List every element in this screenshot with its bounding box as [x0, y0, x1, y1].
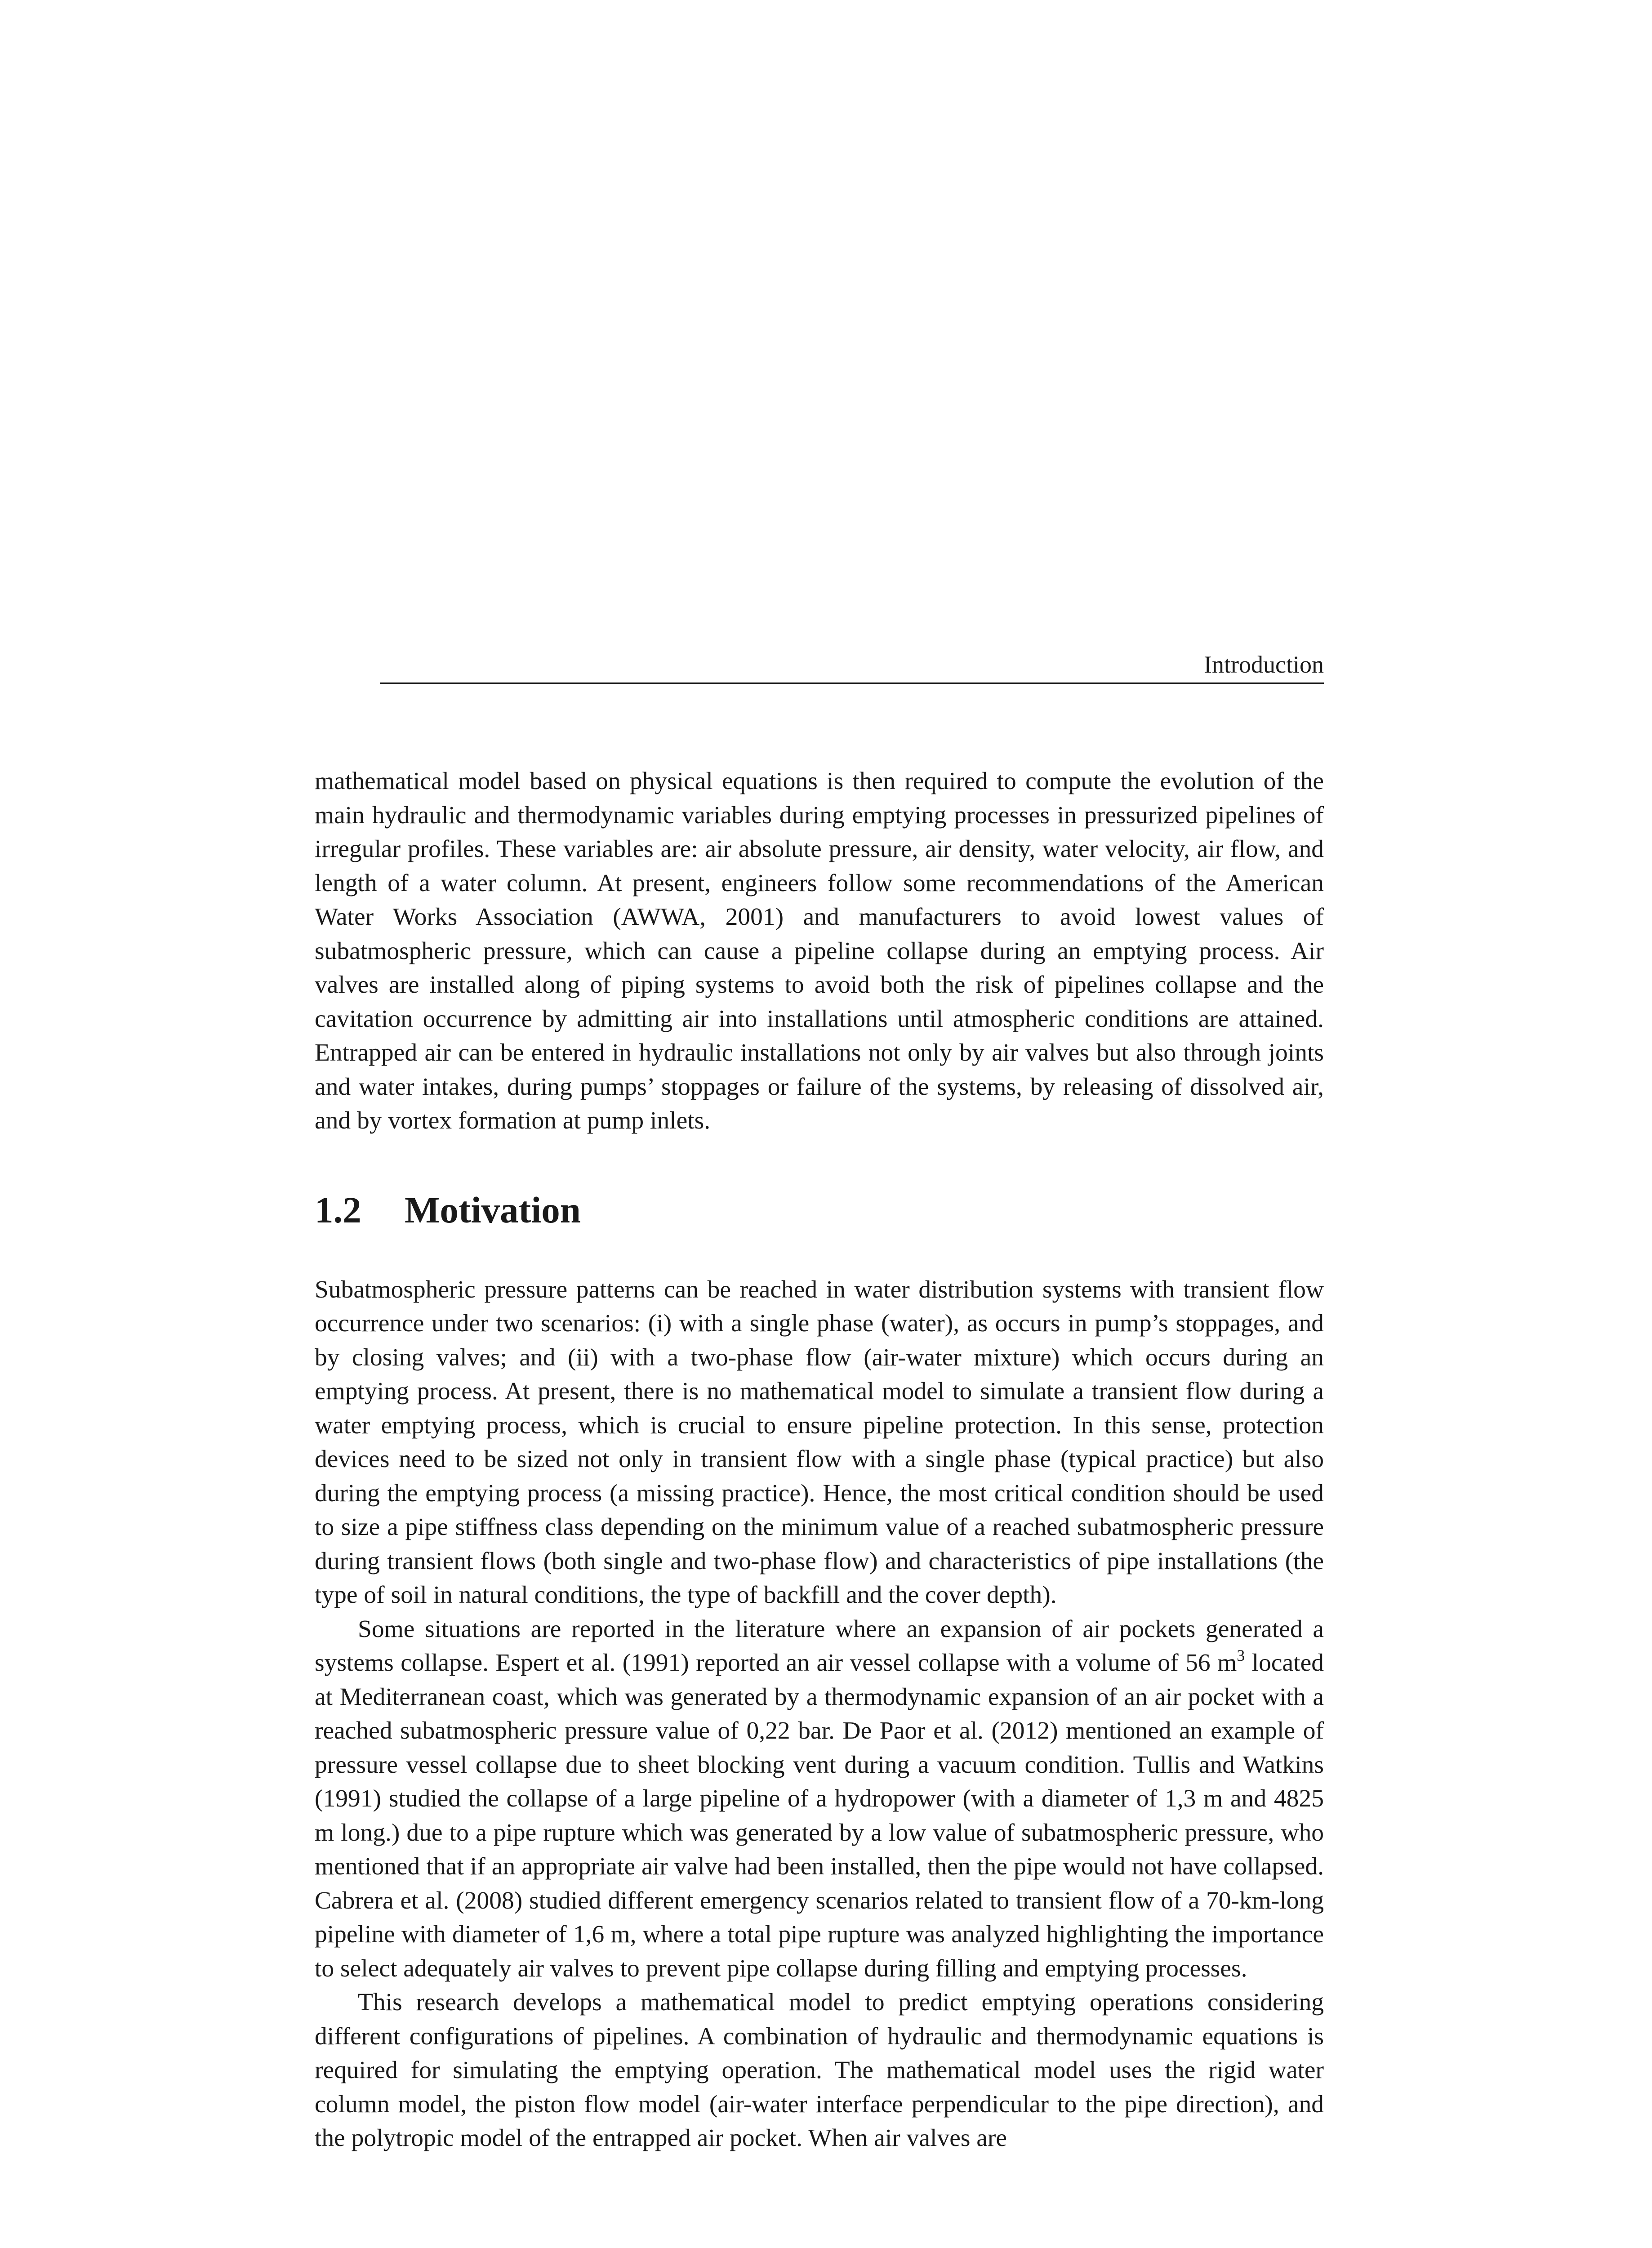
- intro-paragraph: mathematical model based on physical equations is then required to compute the evolution of the main hydraulic and thermodynamic variables during emptying processes in pressurized pipelines of irregular profiles. These variables are: air absolute pressure, air density, water velocity, air flow, and length of a water column. At present, engineers follow some recommendations of the American Water Works Association (AWWA, 2001) and manufacturers to avoid lowest values of subatmospheric pressure, which can cause a pipeline collapse during an emptying process. Air valves are installed along of piping systems to avoid both the risk of pipelines collapse and the cavitation occurrence by admitting air into installations until atmospheric conditions are attained. Entrapped air can be entered in hydraulic installations not only by air valves but also through joints and water intakes, during pumps’ stoppages or failure of the systems, by releasing of dissolved air, and by vortex formation at pump inlets.: [315, 767, 1324, 1134]
- running-header: [380, 651, 1324, 684]
- motivation-paragraph-1: Subatmospheric pressure patterns can be reached in water distribution systems with transient flow occurrence under two scenarios: (i) with a single phase (water), as occurs in pump’s stoppages, and by closing valves; and (ii) with a two-phase flow (air-water mixture) which occurs during an emptying process. At present, there is no mathematical model to simulate a transient flow during a water emptying process, which is crucial to ensure pipeline protection. In this sense, protection devices need to be sized not only in transient flow with a single phase (typical practice) but also during the emptying process (a missing practice). Hence, the most critical condition should be used to size a pipe stiffness class depending on the minimum value of a reached subatmospheric pressure during transient flows (both single and two-phase flow) and characteristics of pipe installations (the type of soil in natural conditions, the type of backfill and the cover depth).: [315, 1276, 1324, 1609]
- motivation-paragraph-2-part-1: Some situations are reported in the literature where an expansion of air pockets generated a systems collapse. Espert et al. (1991) reported an air vessel collapse with a volume of 56 m: [315, 1615, 1324, 1677]
- motivation-paragraph-2: [315, 1612, 1324, 1986]
- section-number: 1.2: [315, 1189, 361, 1231]
- running-header-title: Introduction: [1204, 651, 1324, 678]
- page-body: [315, 764, 1324, 2155]
- motivation-paragraph-2-part-2: located at Mediterranean coast, which was generated by a thermodynamic expansion of an air pocket with a reached subatmospheric pressure value of 0,22 bar. De Paor et al. (2012) mentioned an example of pressure vessel collapse due to sheet blocking vent during a vacuum condition. Tullis and Watkins (1991) studied the collapse of a large pipeline of a hydropower (with a diameter of 1,3 m and 4825 m long.) due to a pipe rupture which was generated by a low value of subatmospheric pressure, who mentioned that if an appropriate air valve had been installed, then the pipe would not have collapsed. Cabrera et al. (2008) studied different emergency scenarios related to transient flow of a 70-km-long pipeline with diameter of 1,6 m, where a total pipe rupture was analyzed highlighting the importance to select adequately air valves to prevent pipe collapse during filling and emptying processes.: [315, 1649, 1324, 1982]
- motivation-paragraph-3: This research develops a mathematical model to predict emptying operations considering different configurations of pipelines. A combination of hydraulic and thermodynamic equations is required for simulating the emptying operation. The mathematical model uses the rigid water column model, the piston flow model (air-water interface perpendicular to the pipe direction), and the polytropic model of the entrapped air pocket. When air valves are: [315, 1989, 1324, 2152]
- cubic-superscript: 3: [1237, 1646, 1245, 1664]
- section-heading: [315, 1138, 1324, 1273]
- section-title: Motivation: [405, 1189, 581, 1231]
